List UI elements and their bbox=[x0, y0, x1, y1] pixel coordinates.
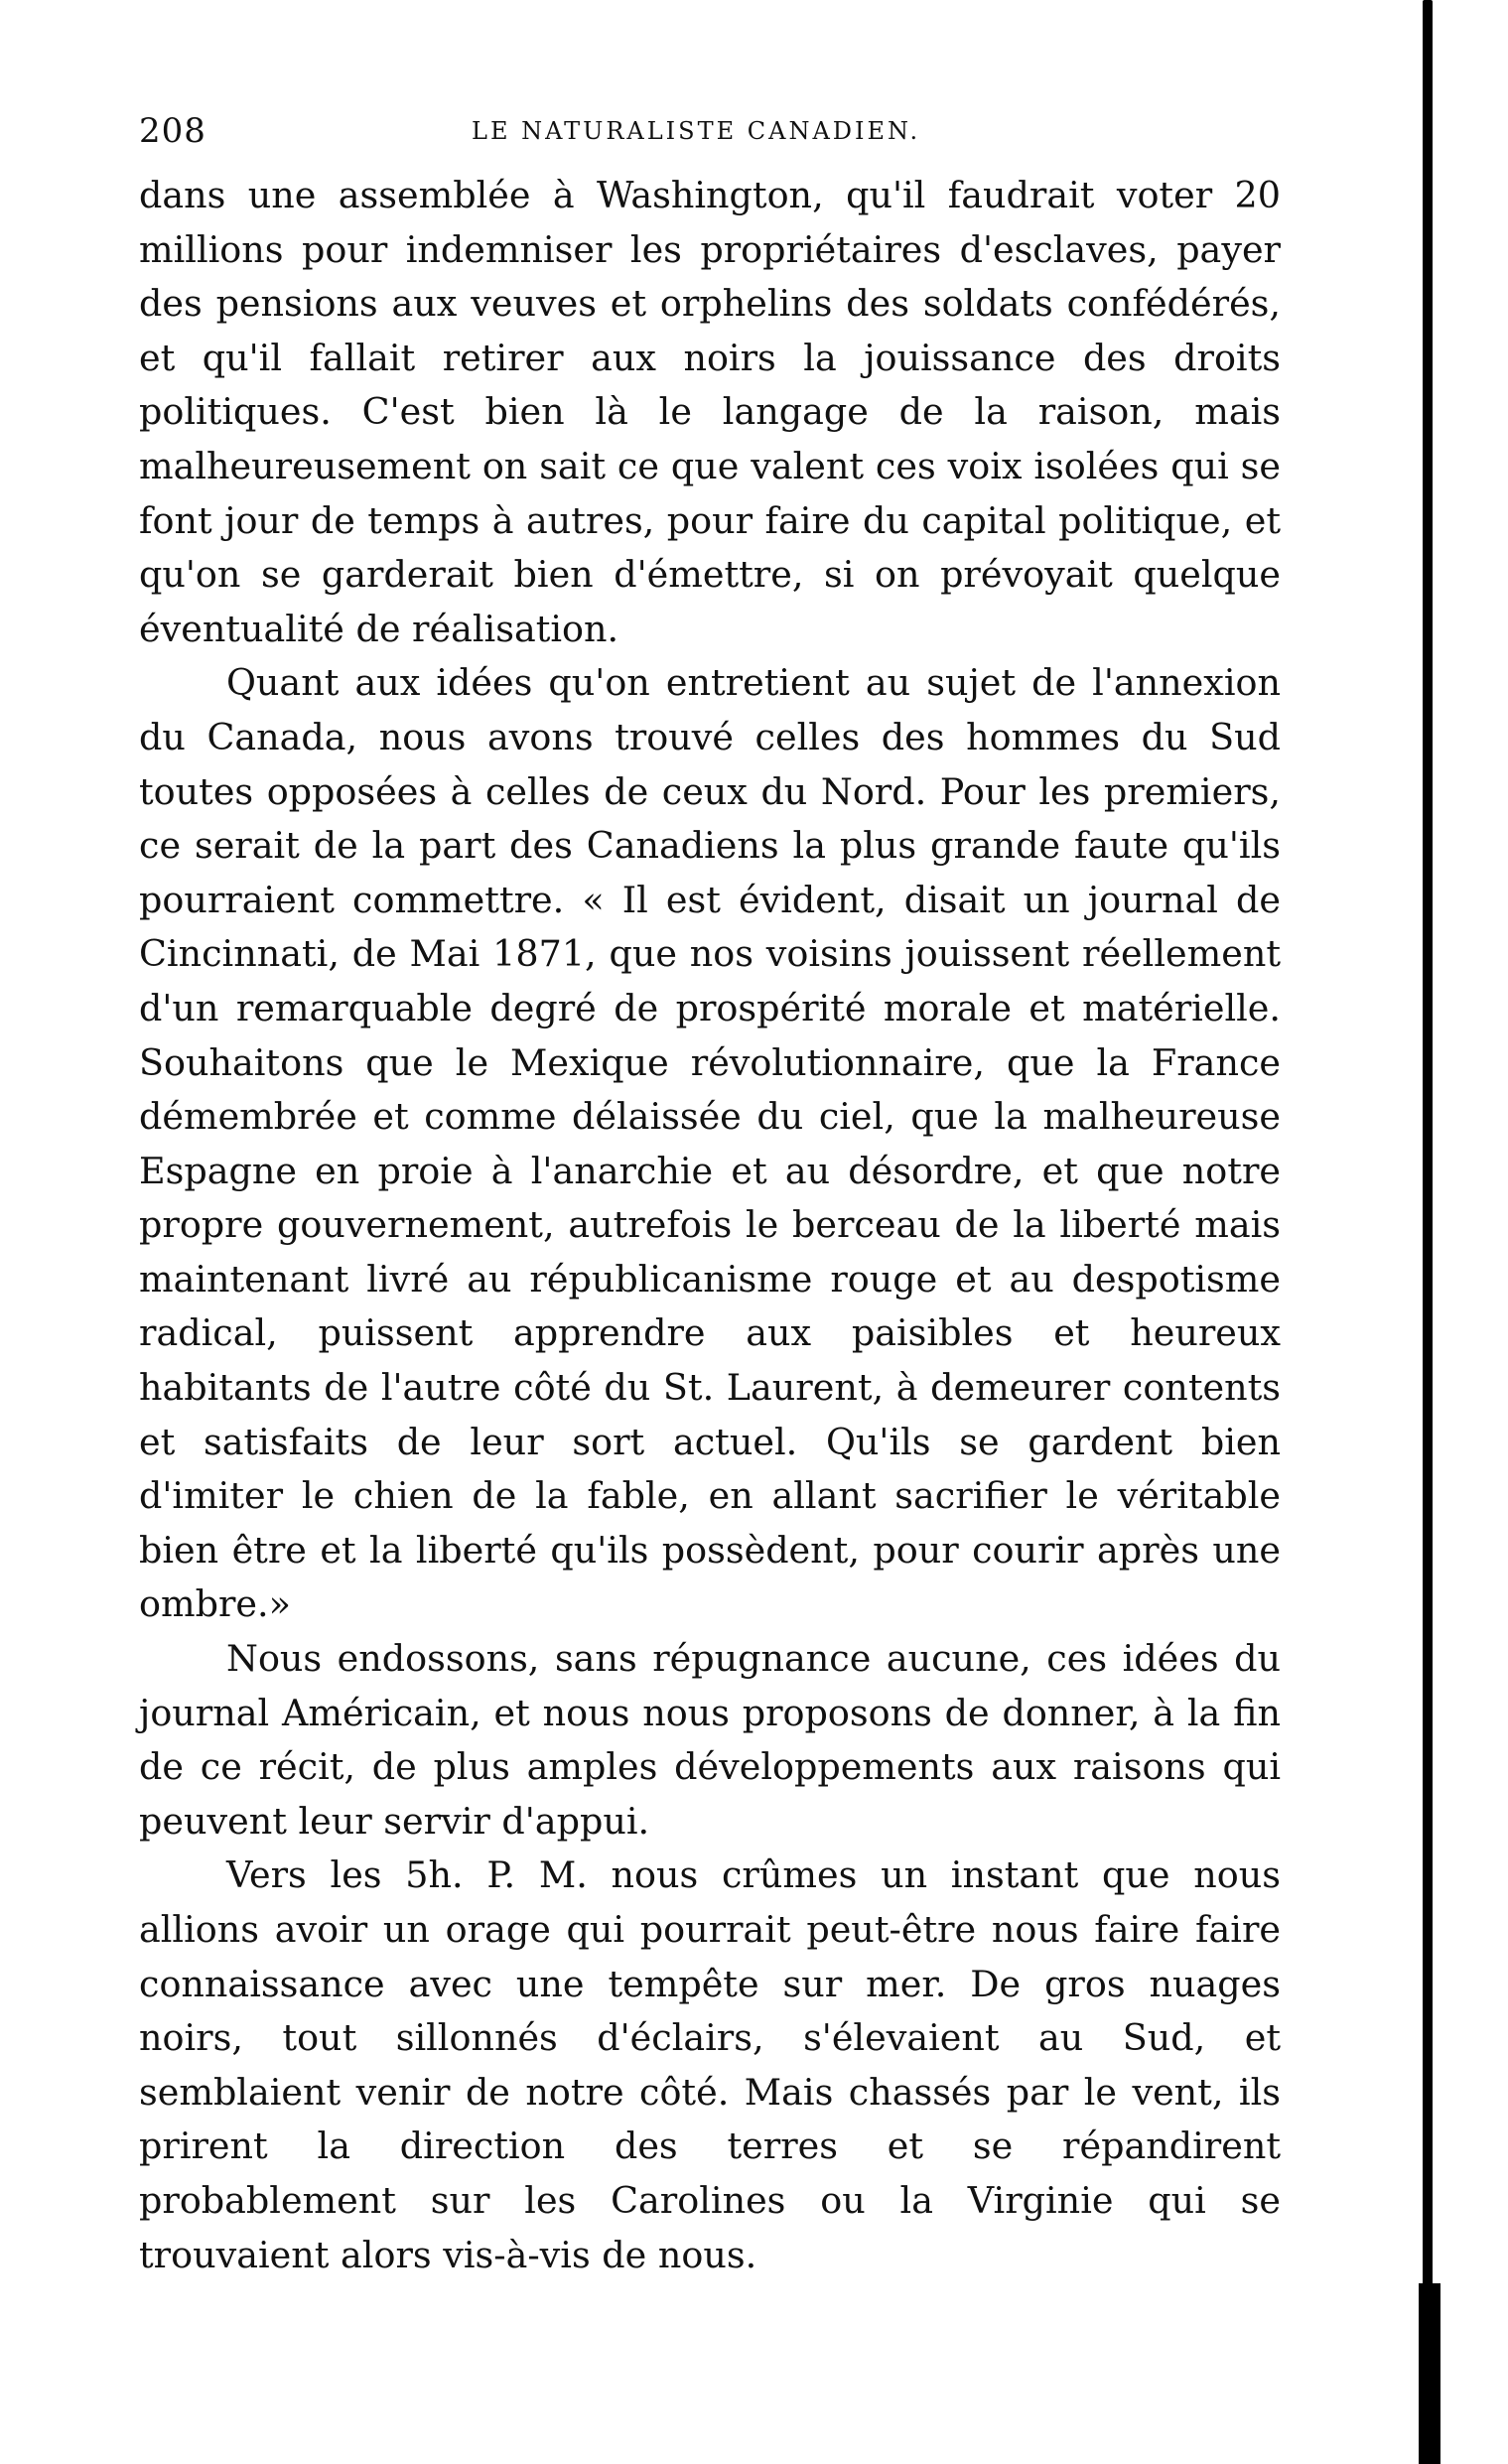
paragraph-journal-americain: Nous endossons, sans répugnance aucune, ces idées du journal Américain, et nous nous proposons de donner, à la fin de ce récit, de plus amples développements aux raisons qui peuvent leur servir d'appui. bbox=[139, 1637, 1281, 1843]
paragraph-continued: dans une assemblée à Washington, qu'il faudrait voter 20 millions pour indemniser les propriétaires d'esclaves, payer des pensions aux veuves et orphelins des soldats confédérés, et qu'il fallait retirer aux noirs la jouissance des droits politiques. C'est bien là le langage de la raison, mais malheureusement on sait ce que valent ces voix isolées qui se font jour de temps à autres, pour faire du capital politique, et qu'on se garderait bien d'émettre, si on prévoyait quelque éventualité de réalisation. bbox=[139, 174, 1281, 650]
page-number: 208 bbox=[139, 111, 206, 151]
page-body bbox=[139, 169, 1281, 2282]
running-title: LE NATURALISTE CANADIEN. bbox=[472, 117, 921, 145]
page-edge-shadow-foot bbox=[1419, 2283, 1440, 2464]
paragraph-annexion: Quant aux idées qu'on entretient au sujet de l'annexion du Canada, nous avons trouvé celles des hommes du Sud toutes opposées à celles de ceux du Nord. Pour les premiers, ce serait de la part des Canadiens la plus grande faute qu'ils pourraient commettre. « Il est évident, disait un journal de Cincinnati, de Mai 1871, que nos voisins jouissent réellement d'un remarquable degré de prospérité morale et matérielle. Souhaitons que le Mexique révolutionnaire, que la France démembrée et comme délaissée du ciel, que la malheureuse Espagne en proie à l'anarchie et au désordre, et que notre propre gouvernement, autrefois le berceau de la liberté mais maintenant livré au républicanisme rouge et au despotisme radical, puissent apprendre aux paisibles et heureux habitants de l'autre côté du St. Laurent, à demeurer contents et satisfaits de leur sort actuel. Qu'ils se gardent bien d'imiter le chien de la fable, en allant sacrifier le véritable bien être et la liberté qu'ils possèdent, pour courir après une ombre.» bbox=[139, 661, 1281, 1626]
page-header bbox=[139, 111, 1291, 151]
page-edge-shadow bbox=[1423, 0, 1433, 2383]
paragraph-orage: Vers les 5h. P. M. nous crûmes un instant que nous allions avoir un orage qui pourrait peut-être nous faire faire connaissance avec une tempête sur mer. De gros nuages noirs, tout sillonnés d'éclairs, s'élevaient au Sud, et semblaient venir de notre côté. Mais chassés par le vent, ils prirent la direction des terres et se répandirent probablement sur les Carolines ou la Virginie qui se trouvaient alors vis-à-vis de nous. bbox=[139, 1853, 1281, 2276]
